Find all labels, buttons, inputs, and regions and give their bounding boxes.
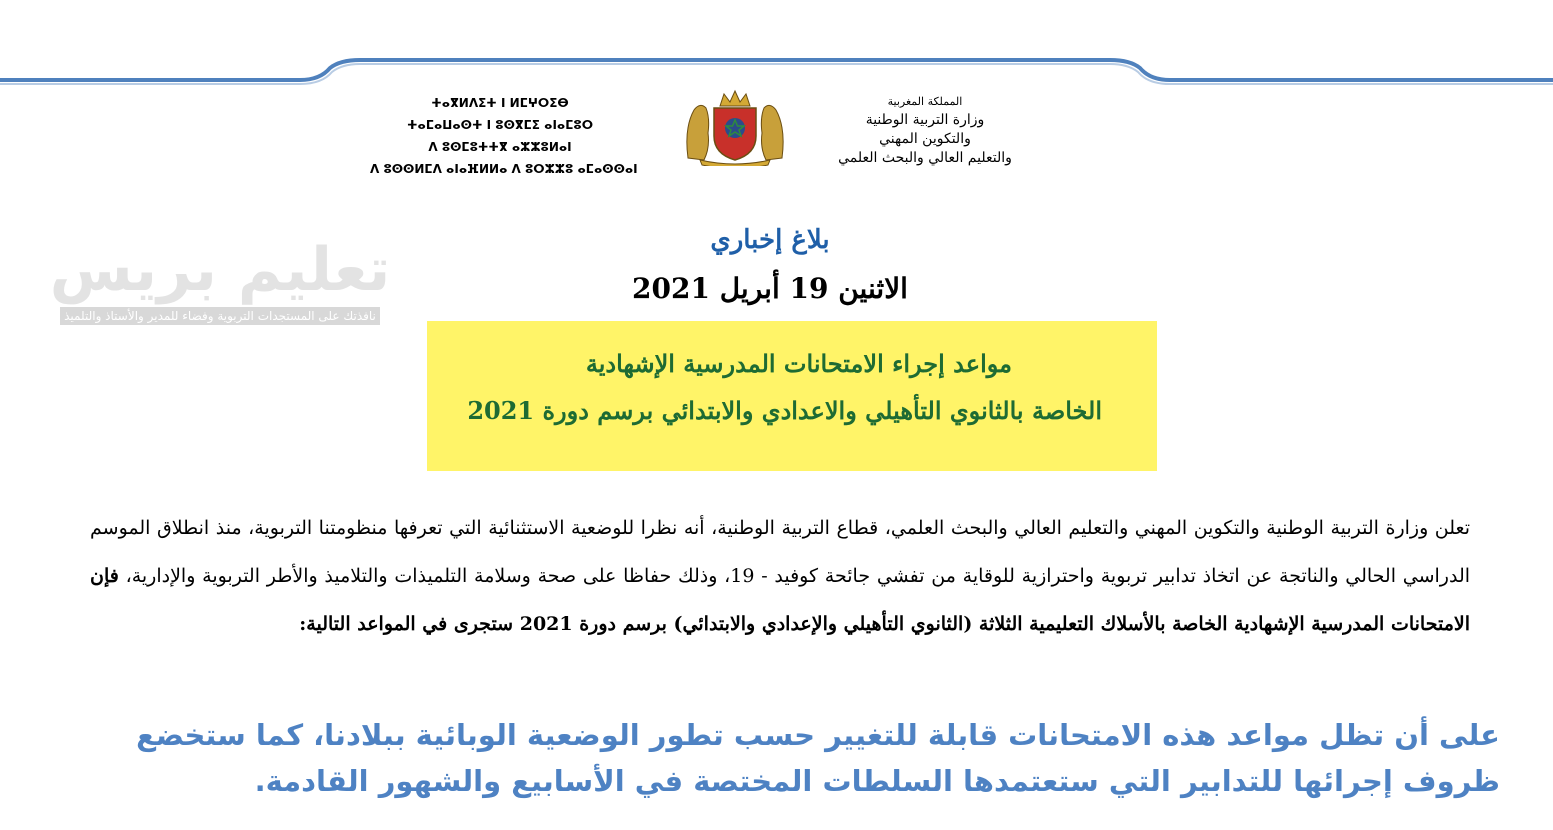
announcement-date: الاثنين 19 أبريل 2021 bbox=[632, 272, 908, 305]
tifinagh-line: ⴷ ⵓⵙⵙⵍⵎⴷ ⴰⵏⴰⴼⵍⵍⴰ ⴷ ⵓⵔⵣⵣⵓ ⴰⵎⴰⵙⵙⴰⵏ bbox=[370, 162, 638, 176]
watermark bbox=[30, 235, 410, 325]
ministry-name-tifinagh bbox=[370, 92, 638, 180]
body-text: تعلن وزارة التربية الوطنية والتكوين المهني والتعليم العالي والبحث العلمي، قطاع التربية الوطنية، أنه نظرا للوضعية الاستثنائية التي تعرفها منظومتنا التربوية، منذ انطلاق الموسم الدراسي الحالي والناتجة عن اتخاذ تدابير تربوية واحترازية للوقاية من تفشي جائحة كوفيد - 19، وذلك حفاظا على صحة وسلامة التلميذات والتلاميذ والأطر التربوية والإدارية، bbox=[90, 517, 1471, 587]
highlight-line-2: الخاصة بالثانوي التأهيلي والاعدادي والابتدائي برسم دورة 2021 bbox=[467, 396, 1102, 425]
highlight-line-1: مواعد إجراء الامتحانات المدرسية الإشهادية bbox=[585, 349, 1012, 378]
ministry-line: والتكوين المهني bbox=[879, 131, 971, 147]
body-paragraph bbox=[90, 504, 1470, 648]
ministry-line: والتعليم العالي والبحث العلمي bbox=[838, 150, 1012, 166]
announcement-title: بلاغ إخباري bbox=[710, 225, 830, 255]
ministry-name-arabic bbox=[780, 92, 1070, 168]
ministry-line: وزارة التربية الوطنية bbox=[865, 112, 985, 128]
coat-of-arms-icon bbox=[680, 88, 790, 166]
watermark-subtitle: نافذتك على المستجدات التربوية وفضاء للمدير والأستاذ والتلميذ bbox=[60, 307, 380, 325]
watermark-title: تعليم بريس bbox=[49, 235, 391, 305]
highlight-box bbox=[427, 321, 1157, 471]
tifinagh-line: ⵜⴰⴳⵍⴷⵉⵜ ⵏ ⵍⵎⵖⵔⵉⴱ bbox=[431, 96, 569, 110]
tifinagh-line: ⵜⴰⵎⴰⵡⴰⵙⵜ ⵏ ⵓⵙⴳⵎⵉ ⴰⵏⴰⵎⵓⵔ bbox=[407, 118, 593, 132]
ministry-line: المملكة المغربية bbox=[887, 95, 963, 108]
tifinagh-line: ⴷ ⵓⵙⵎⵓⵜⵜⴳ ⴰⵣⵣⵓⵍⴰⵏ bbox=[428, 140, 572, 154]
note-paragraph: على أن تظل مواعد هذه الامتحانات قابلة للتغيير حسب تطور الوضعية الوبائية ببلادنا، كما ستخضع ظروف إجرائها للتدابير التي ستعتمدها السلطات المختصة في الأسابيع والشهور القادمة. bbox=[136, 718, 1500, 798]
header-divider-line bbox=[0, 52, 1553, 92]
body-bold-text: فإن الامتحانات المدرسية الإشهادية الخاصة بالأسلاك التعليمية الثلاثة (الثانوي التأهيلي والإعدادي والابتدائي) برسم دورة 2021 ستجرى في المواعد التالية: bbox=[90, 565, 1470, 635]
